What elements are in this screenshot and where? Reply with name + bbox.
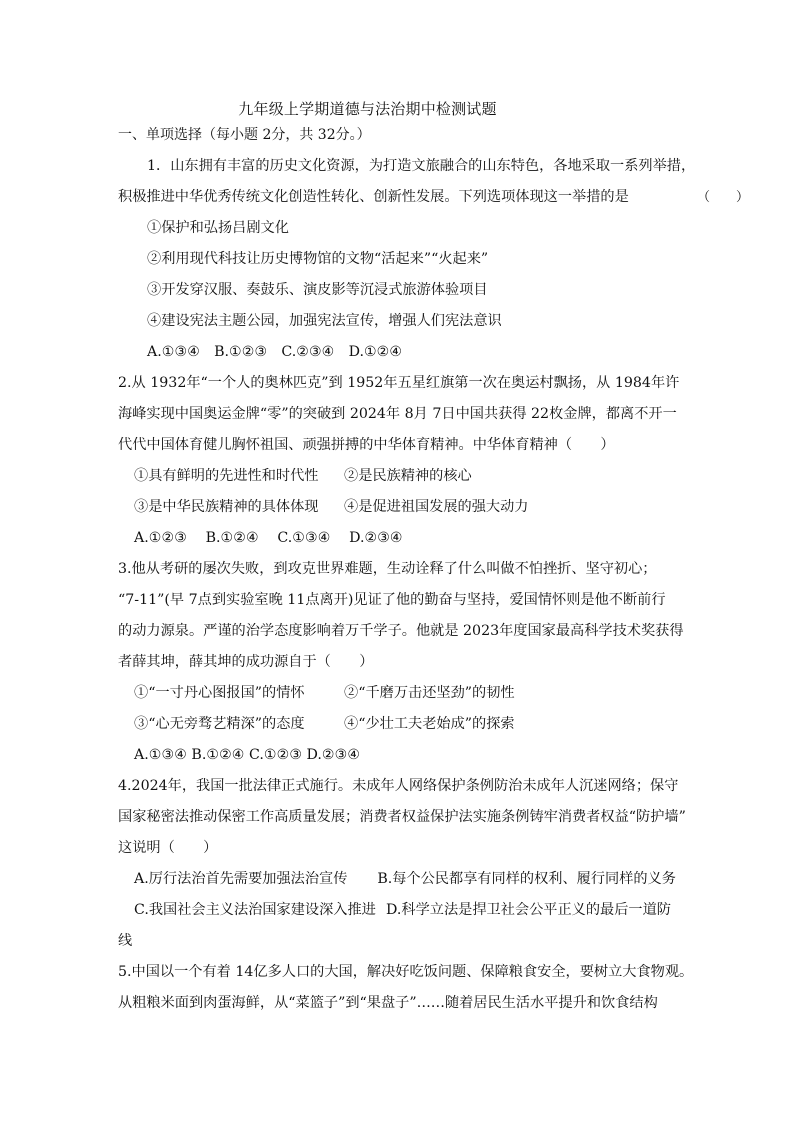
exam-title: 九年级上学期道德与法治期中检测试题 xyxy=(238,100,497,118)
question-5-stem-line: 5.中国以一个有着 14亿多人口的大国，解决好吃饭问题、保障粮食安全，要树立大食物观。 xyxy=(118,964,694,980)
question-4-option-d-continued: 线 xyxy=(118,933,133,949)
question-2-item-3: ③是中华民族精神的具体体现 xyxy=(134,499,319,515)
question-3-stem-line: 3.他从考研的屡次失败，到攻克世界难题，生动诠释了什么叫做不怕挫折、坚守初心； xyxy=(118,561,657,577)
question-3-stem-line: 的动力源泉。严谨的治学态度影响着万千学子。他就是 2023年度国家最高科学技术奖获得 xyxy=(118,623,684,639)
question-4 xyxy=(118,771,686,957)
question-3-options: A.①③④ B.①②④ C.①②③ D.②③④ xyxy=(134,747,361,763)
question-1-item-3: ③开发穿汉服、奏鼓乐、演皮影等沉浸式旅游体验项目 xyxy=(147,282,488,298)
question-1-stem-text: 积极推进中华优秀传统文化创造性转化、创新性发展。下列选项体现这一举措的是 xyxy=(118,189,629,205)
question-content xyxy=(118,151,749,1019)
question-4-stem-line: 4.2024年，我国一批法律正式施行。未成年人网络保护条例防治未成年人沉迷网络；保守 xyxy=(118,778,679,794)
question-3 xyxy=(118,554,684,771)
question-3-item-1: ①“一寸丹心图报国”的情怀 xyxy=(134,685,305,701)
question-4-stem-line: 国家秘密法推动保密工作高质量发展；消费者权益保护法实施条例铸牢消费者权益“防护墙” xyxy=(118,809,686,825)
question-1-stem-line xyxy=(118,182,749,213)
question-3-stem-line: “7-11”(早 7点到实验室晚 11点离开)见证了他的勤奋与坚持，爱国情怀则是他不断前行 xyxy=(118,592,666,608)
question-2-item-1: ①具有鲜明的先进性和时代性 xyxy=(134,468,319,484)
question-1-item-1: ①保护和弘扬吕剧文化 xyxy=(147,220,289,236)
section-heading: 一、单项选择（每小题 2分，共 32分。） xyxy=(118,127,371,143)
question-3-item-2: ②“千磨万击还坚劲”的韧性 xyxy=(344,685,515,701)
question-1-options: A.①③④ B.①②③ C.②③④ D.①②④ xyxy=(147,344,403,360)
question-3-items-row xyxy=(118,678,676,709)
question-3-items-row xyxy=(118,709,676,740)
question-2-item-4: ④是促进祖国发展的强大动力 xyxy=(344,499,529,515)
question-3-stem-line: 者薛其坤，薛其坤的成功源自于（ ） xyxy=(118,654,374,670)
question-5-stem-line: 从粗粮米面到肉蛋海鲜，从“菜篮子”到“果盘子”……随着居民生活水平提升和饮食结构 xyxy=(118,995,658,1011)
question-2-stem-line: 2.从 1932年“一个人的奥林匹克”到 1952年五星红旗第一次在奥运村飘扬，从 1984年许 xyxy=(118,375,680,391)
question-2-stem-line: 海峰实现中国奥运金牌“零”的突破到 2024年 8月 7日中国共获得 22枚金牌，都离不开一 xyxy=(118,406,677,422)
question-3-item-3: ③“心无旁骛艺精深”的态度 xyxy=(134,716,305,732)
question-5 xyxy=(118,957,694,1019)
question-2-items-row xyxy=(118,461,676,492)
question-2-options: A.①②③ B.①②④ C.①③④ D.②③④ xyxy=(134,530,403,546)
question-1-stem-line: 1．山东拥有丰富的历史文化资源，为打造文旅融合的山东特色，各地采取一系列举措， xyxy=(147,158,696,174)
question-4-option-b: B.每个公民都享有同样的权利、履行同样的义务 xyxy=(377,871,676,887)
question-4-options-row xyxy=(118,864,676,895)
question-2-item-2: ②是民族精神的核心 xyxy=(344,468,472,484)
question-4-option-d: D.科学立法是捍卫社会公平正义的最后一道防 xyxy=(386,902,671,918)
question-1-item-2: ②利用现代科技让历史博物馆的文物“活起来”“火起来” xyxy=(147,251,489,267)
question-3-item-4: ④“少壮工夫老始成”的探索 xyxy=(344,716,515,732)
question-2 xyxy=(118,368,680,554)
question-4-option-a: A.厉行法治首先需要加强法治宣传 xyxy=(134,871,348,887)
question-4-stem-line: 这说明（ ） xyxy=(118,840,218,856)
question-1 xyxy=(118,151,749,368)
question-4-options-row xyxy=(118,895,676,926)
question-4-option-c: C.我国社会主义法治国家建设深入推进 xyxy=(134,902,376,918)
answer-bracket: （ ） xyxy=(696,190,749,205)
question-2-items-row xyxy=(118,492,676,523)
question-2-stem-line: 代代中国体育健儿胸怀祖国、顽强拼搏的中华体育精神。中华体育精神（ ） xyxy=(118,437,615,453)
question-1-item-4: ④建设宪法主题公园，加强宪法宣传，增强人们宪法意识 xyxy=(147,313,502,329)
